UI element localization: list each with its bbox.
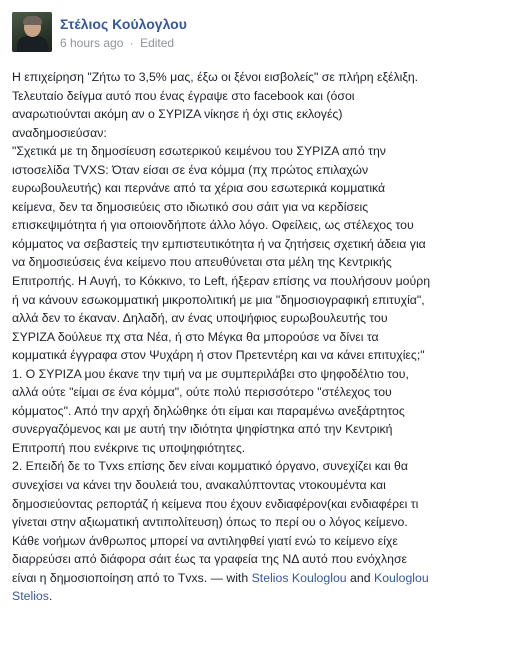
post-line: 1. Ο ΣΥΡΙΖΑ μου έκανε την τιμή να με συμπεριλάβει στο ψηφοδέλτιο του, [12,366,409,381]
tagged-user-link[interactable]: Stelios Kouloglou [251,570,347,585]
avatar-figure-hair [23,16,42,25]
post-line: κομματικά έγγραφα στον Ψυχάρη ή στον Πρετεντέρη και να κάνει επιτυχίες;" [12,348,425,363]
post-line: δημοσιεύοντας ρεπορτάζ ή κείμενα που έχουν ενδιαφέρον(και ενδιαφέρει τι [12,496,419,511]
post-line: Η επιχείρηση "Ζήτω το 3,5% μας, έξω οι ξένοι εισβολείς" σε πλήρη εξέλιξη. [12,70,419,84]
post-line: κόμματος να σεβαστείς την εμπιστευτικότητα ή να ζητήσεις σχετική άδεια για [12,236,426,251]
author-avatar[interactable] [12,12,52,52]
post-line: "Σχετικά με τη δημοσίευση εσωτερικού κειμένου του ΣΥΡΙΖΑ από την [12,144,386,159]
post-line: διαρρεύσει από διάφορα σάιτ έως τα γραφεία της ΝΔ αυτό που ενόχλησε [12,552,408,567]
post-line: Τελευταίο δείγμα αυτό που ένας έγραψε στο facebook και (όσοι [12,88,355,103]
post-line [12,587,500,606]
post-line: να δημοσιεύσεις ένα κείμενο που απευθύνεται στα μέλη της Κεντρικής [12,255,392,270]
post-meta [60,12,187,52]
post-line: Επιτροπής. Η Αυγή, το Κόκκινο, το Left, ήξεραν επίσης να πουλήσουν μούρη [12,274,431,289]
post-line: γίνεται στην αξιωματική αντιπολίτευση) όπως το περί ου ο λόγος κείμενο. [12,515,408,530]
post-line: επισκεψιμότητα ή για οποιονδήποτε άλλο λόγο. Οφείλεις, ως στέλεχος του [12,218,414,233]
post-line: Επιτροπή που ενέκρινε τις υποψηφιότητες. [12,440,246,455]
post-last-line [12,569,500,588]
end-period: . [48,589,53,604]
post-line: αλλά δεν το έκαναν. Δηλαδή, αν ένας υποψήφιος ευρωβουλευτής του [12,311,388,326]
post-header [12,12,187,52]
post-line: συνεχίσει να κάνει την δουλειά του, ανακαλύπτοντας ντοκουμέντα και [12,478,386,493]
post-line: ευρωβουλευτής) και περνάνε από τα χέρια σου εσωτερικά κομματικά [12,181,386,196]
tag-conjunction: and [346,570,374,585]
avatar-figure-body [17,36,48,52]
last-line-text: είναι η δημοσιοποίηση από το Tvxs. — with [12,570,252,585]
post-line: συνεργαζόμενος και με αυτή την ιδιότητα ψηφίστηκα από την Κεντρική [12,422,393,437]
tagged-user-link[interactable]: Kouloglou [374,570,429,585]
post-line: αλλά ούτε "είμαι σε ένα κόμμα", ούτε πολύ περισσότερο "στέλεχος του [12,385,392,400]
post-line: ή να κάνουν εσωκομματική μικροπολιτική με μια "δημοσιογραφική επιτυχία", [12,292,425,307]
post-body [12,68,500,606]
tagged-user-link-continued[interactable]: Stelios [12,589,49,604]
post-line: αναδημοσιεύσαν: [12,125,107,140]
post-line: αναρωτιούνται ακόμη αν ο ΣΥΡΙΖΑ νίκησε ή όχι στις εκλογές) [12,107,343,122]
edited-label[interactable]: Edited [140,36,175,50]
timestamp-link[interactable]: 6 hours ago [60,36,124,50]
post-line: ΣΥΡΙΖΑ δούλευε πχ στα Νέα, ή στο Μέγκα θα μπορούσε να δίνει τα [12,329,379,344]
post-line: κείμενα, δεν τα δημοσιεύεις στο ιδιωτικό σου σάιτ για να κερδίσεις [12,199,369,214]
post-line: ιστοσελίδα TVXS: Όταν είσαι σε ένα κόμμα (πχ πρώτος επιλαχών [12,162,369,177]
post-line: 2. Επειδή δε το Tvxs επίσης δεν είναι κομματικό όργανο, συνεχίζει και θα [12,459,408,474]
post-subline [60,34,187,52]
post-line: κόμματος". Από την αρχή δηλώθηκε ότι είμαι και παραμένω ανεξάρτητος [12,403,405,418]
separator-dot: · [129,36,134,50]
author-name-link[interactable]: Στέλιος Κούλογλου [60,16,187,32]
post-line: Κάθε νοήμων άνθρωπος μπορεί να αντιληφθεί γιατί ενώ το κείμενο είχε [12,533,398,548]
